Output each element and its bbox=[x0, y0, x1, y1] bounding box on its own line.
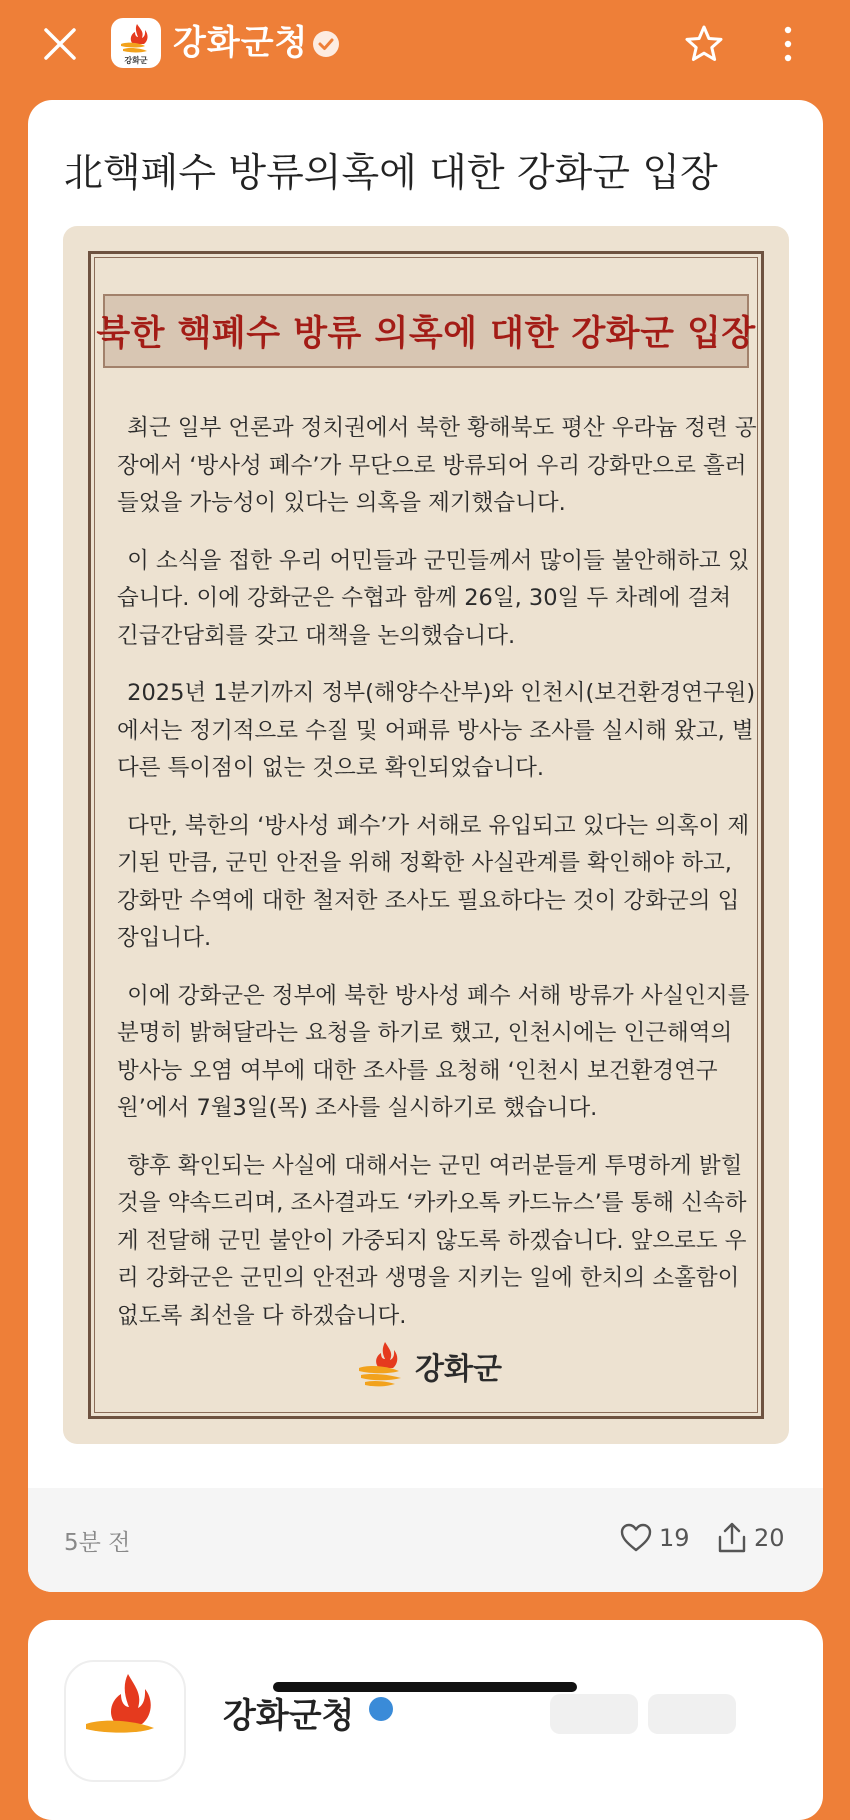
notice-footer-logo-text: 강화군 bbox=[415, 1352, 502, 1387]
notice-paragraph: 2025년 1분기까지 정부(해양수산부)와 인천시(보건환경연구원)에서는 정기적으로 수질 및 어패류 방사능 조사를 실시해 왔고, 별다른 특이점이 없는 것으로 확인되었습니다. bbox=[117, 680, 756, 781]
star-icon bbox=[682, 22, 726, 66]
share-count: 20 bbox=[754, 1524, 785, 1552]
notice-heading-box bbox=[96, 294, 756, 368]
notice-paragraph: 최근 일부 언론과 정치권에서 북한 황해북도 평산 우라늄 정련 공장에서 ‘방사성 폐수’가 무단으로 방류되어 우리 강화만으로 흘러들었을 가능성이 있다는 의혹을 제기했습니다. bbox=[117, 415, 757, 516]
favorite-button[interactable] bbox=[682, 22, 726, 66]
notice-paragraph: 이 소식을 접한 우리 어민들과 군민들께서 많이들 불안해하고 있습니다. 이에 강화군은 수협과 함께 26일, 30일 두 차례에 걸쳐 긴급간담회를 갖고 대책을 논의했습니다. bbox=[117, 547, 750, 649]
share-icon bbox=[716, 1521, 748, 1555]
home-indicator[interactable] bbox=[273, 1682, 577, 1692]
post-title: 北핵폐수 방류의혹에 대한 강화군 입장 bbox=[64, 151, 718, 196]
top-bar bbox=[0, 0, 850, 92]
gangwha-logo-icon bbox=[66, 1662, 184, 1780]
gangwha-emblem-icon bbox=[355, 1338, 407, 1394]
next-card-action-button[interactable] bbox=[648, 1694, 736, 1734]
next-channel-logo[interactable] bbox=[64, 1660, 186, 1782]
like-count: 19 bbox=[659, 1524, 690, 1552]
channel-logo[interactable] bbox=[111, 18, 161, 68]
notice-paragraph: 향후 확인되는 사실에 대해서는 군민 여러분들게 투명하게 밝힐 것을 약속드리며, 조사결과도 ‘카카오톡 카드뉴스’를 통해 신속하게 전달해 군민 불안이 가중되지 않도록 하겠습니다. 앞으로도 우리 강화군은 군민의 안전과 생명을 지키는 일에 한치의 소홀함이 없도록 최선을 다 하겠습니다. bbox=[117, 1152, 747, 1329]
more-options-button[interactable] bbox=[776, 20, 800, 68]
svg-text:강화군: 강화군 bbox=[124, 56, 148, 65]
notice-paragraph: 이에 강화군은 정부에 북한 방사성 폐수 서해 방류가 사실인지를 분명히 밝혀달라는 요청을 하기로 했고, 인천시에는 인근해역의 방사능 오염 여부에 대한 조사를 요청해 ‘인천시 보건환경연구원’에서 7월3일(목) 조사를 실시하기로 했습니다. bbox=[117, 982, 750, 1121]
post-footer bbox=[28, 1488, 823, 1592]
next-card-action-button[interactable] bbox=[550, 1694, 638, 1734]
verified-badge-icon bbox=[312, 30, 340, 58]
post-card bbox=[28, 100, 823, 1592]
close-icon bbox=[38, 22, 82, 66]
notice-heading: 북한 핵폐수 방류 의혹에 대한 강화군 입장 bbox=[96, 314, 756, 354]
verified-badge-icon bbox=[368, 1696, 394, 1722]
like-button[interactable] bbox=[619, 1516, 690, 1560]
share-button[interactable] bbox=[716, 1516, 785, 1560]
next-channel-name[interactable]: 강화군청 bbox=[223, 1696, 355, 1736]
post-time: 5분 전 bbox=[64, 1530, 131, 1556]
notice-footer-logo bbox=[355, 1336, 502, 1396]
heart-icon bbox=[619, 1522, 653, 1554]
more-vertical-icon bbox=[776, 20, 800, 68]
gangwha-logo-icon bbox=[111, 18, 161, 68]
channel-name[interactable]: 강화군청 bbox=[173, 23, 309, 63]
notice-image[interactable] bbox=[63, 226, 789, 1444]
next-post-card[interactable] bbox=[28, 1620, 823, 1820]
notice-paragraph: 다만, 북한의 ‘방사성 폐수’가 서해로 유입되고 있다는 의혹이 제기된 만큼, 군민 안전을 위해 정확한 사실관계를 확인해야 하고, 강화만 수역에 대한 철저한 조사도 필요하다는 것이 강화군의 입장입니다. bbox=[117, 812, 750, 951]
notice-body bbox=[117, 410, 757, 1355]
close-button[interactable] bbox=[38, 22, 82, 66]
